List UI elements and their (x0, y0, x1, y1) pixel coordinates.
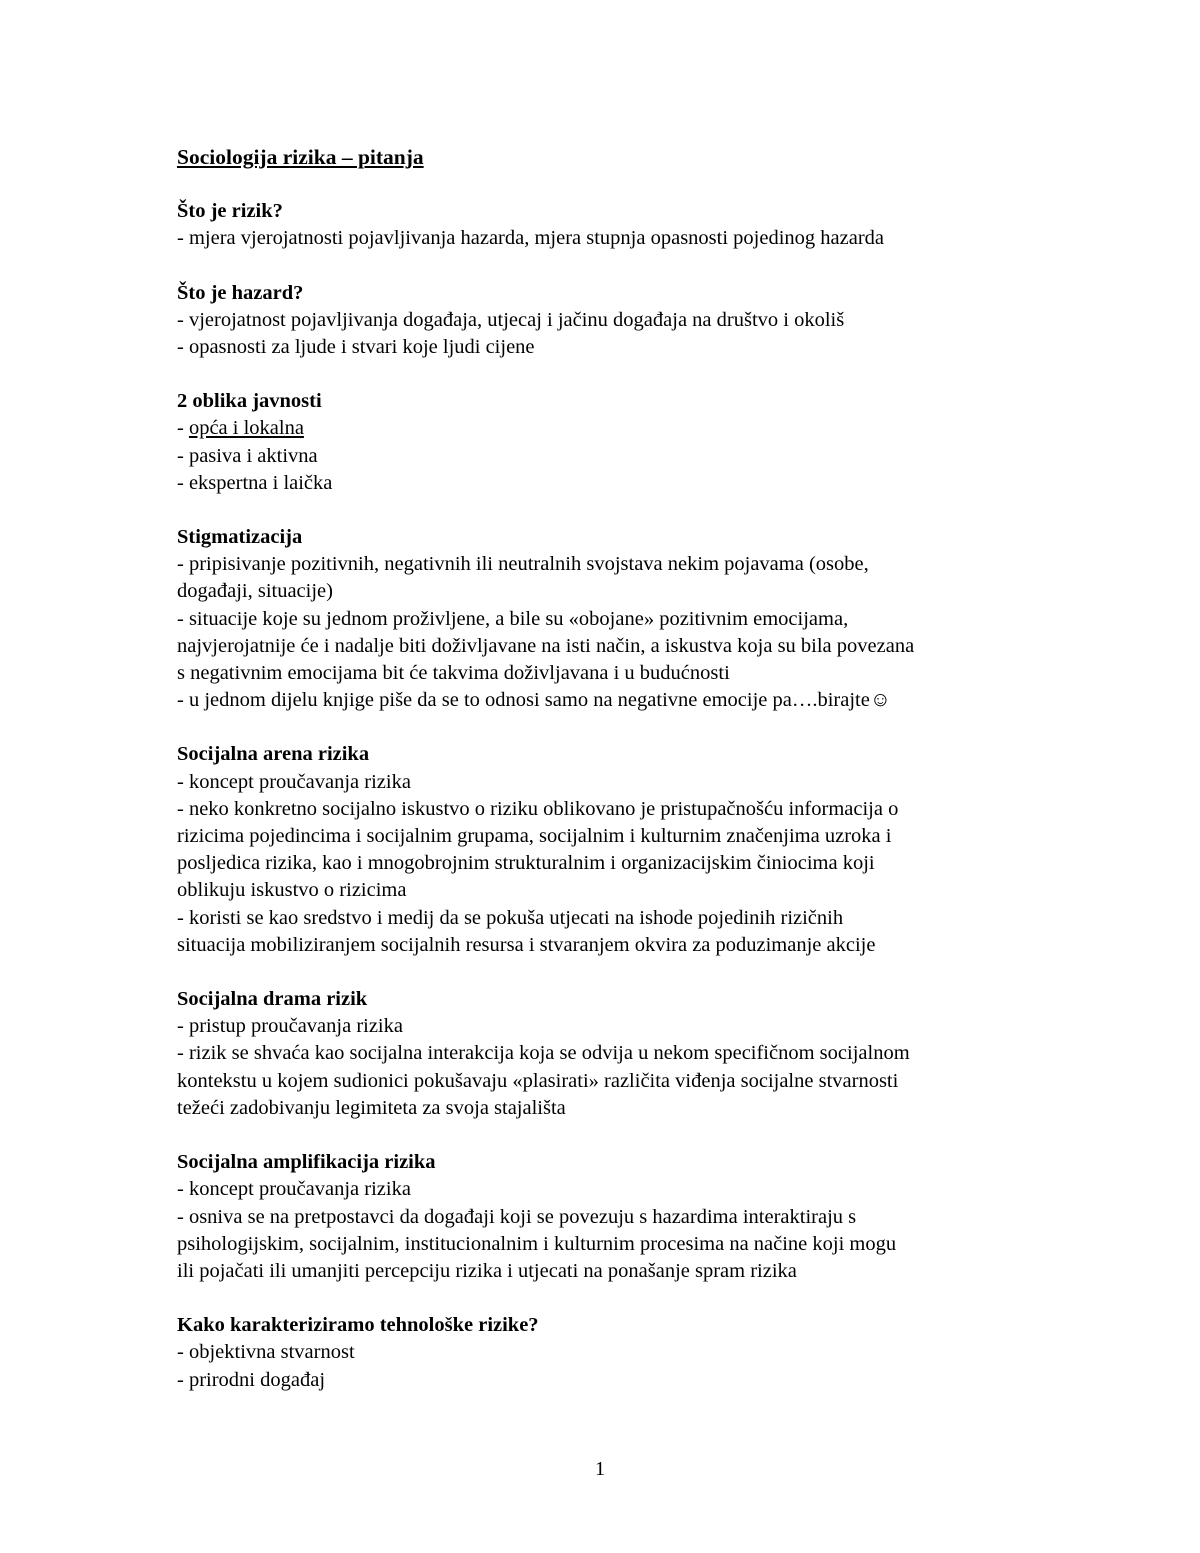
section-line: psihologijskim, socijalnim, institucionalnim i kulturnim procesima na načine koji mogu (177, 1232, 897, 1255)
section-line: - pristup proučavanja rizika (177, 1015, 403, 1038)
section-line: situacija mobiliziranjem socijalnih resursa i stvaranjem okvira za poduzimanje akcije (177, 933, 876, 956)
section-line: rizicima pojedincima i socijalnim grupama, socijalnim i kulturnim značenjima uzroka i (177, 825, 892, 848)
section-line: - situacije koje su jednom proživljene, a bile su «obojane» pozitivnim emocijama, (177, 607, 849, 630)
section-line: - mjera vjerojatnosti pojavljivanja hazarda, mjera stupnja opasnosti pojedinog hazarda (177, 227, 885, 250)
section-heading: Što je hazard? (177, 281, 304, 304)
section-sto-je-hazard (177, 280, 1037, 362)
section-line: oblikuju iskustvo o rizicima (177, 879, 407, 902)
section-tehnoloski-rizici (177, 1312, 1037, 1394)
section-heading: Socijalna amplifikacija rizika (177, 1151, 436, 1174)
section-line: s negativnim emocijama bit će takvima doživljavana i u budućnosti (177, 662, 730, 685)
section-line: - u jednom dijelu knjige piše da se to odnosi samo na negativne emocije pa….birajte☺ (177, 689, 891, 712)
section-line: ili pojačati ili umanjiti percepciju rizika i utjecati na ponašanje spram rizika (177, 1259, 797, 1282)
section-heading: Stigmatizacija (177, 526, 303, 549)
page-number: 1 (594, 1458, 606, 1480)
section-line: - opasnosti za ljude i stvari koje ljudi cijene (177, 336, 535, 359)
section-heading: Kako karakteriziramo tehnološke rizike? (177, 1314, 539, 1337)
section-socijalna-amplifikacija (177, 1149, 1037, 1285)
section-line: - prirodni događaj (177, 1368, 326, 1391)
section-line: događaji, situacije) (177, 580, 333, 603)
section-line: - koncept proučavanja rizika (177, 1178, 411, 1201)
section-line: - ekspertna i laička (177, 471, 333, 494)
section-heading: 2 oblika javnosti (177, 390, 322, 413)
document-title: Sociologija rizika – pitanja (177, 145, 424, 169)
line-prefix: - (177, 417, 189, 440)
section-oblici-javnosti (177, 388, 1037, 497)
section-heading: Što je rizik? (177, 200, 283, 223)
underlined-text: opća i lokalna (188, 417, 304, 440)
section-line: - objektivna stvarnost (177, 1341, 355, 1364)
section-line: - pasiva i aktivna (177, 444, 318, 467)
section-line: - osniva se na pretpostavci da događaji koji se povezuju s hazardima interaktiraju s (177, 1205, 857, 1228)
section-heading: Socijalna arena rizika (177, 743, 370, 766)
section-line: - vjerojatnost pojavljivanja događaja, utjecaj i jačinu događaja na društvo i okoliš (177, 308, 845, 331)
section-line: najvjerojatnije će i nadalje biti doživljavane na isti način, a iskustva koja su bila povezana (177, 634, 915, 657)
section-heading: Socijalna drama rizik (177, 988, 368, 1011)
section-sto-je-rizik (177, 198, 1037, 252)
section-stigmatizacija (177, 524, 1037, 714)
section-line: - neko konkretno socijalno iskustvo o riziku oblikovano je pristupačnošću informacija o (177, 797, 899, 820)
section-line: - koncept proučavanja rizika (177, 770, 411, 793)
section-socijalna-drama (177, 986, 1037, 1122)
section-line: - pripisivanje pozitivnih, negativnih ili neutralnih svojstava nekim pojavama (osobe, (177, 553, 869, 576)
section-line: posljedica rizika, kao i mnogobrojnim strukturalnim i organizacijskim činiocima koji (177, 852, 875, 875)
section-socijalna-arena (177, 741, 1037, 959)
section-line: - rizik se shvaća kao socijalna interakcija koja se odvija u nekom specifičnom socijalnom (177, 1042, 910, 1065)
section-line (177, 415, 1037, 442)
section-line: - koristi se kao sredstvo i medij da se pokuša utjecati na ishode pojedinih rizičnih (177, 906, 844, 929)
section-line: kontekstu u kojem sudionici pokušavaju «plasirati» različita viđenja socijalne stvarnosti (177, 1069, 899, 1092)
document-page (177, 144, 1037, 1421)
section-line: težeći zadobivanju legimiteta za svoja stajališta (177, 1096, 566, 1119)
